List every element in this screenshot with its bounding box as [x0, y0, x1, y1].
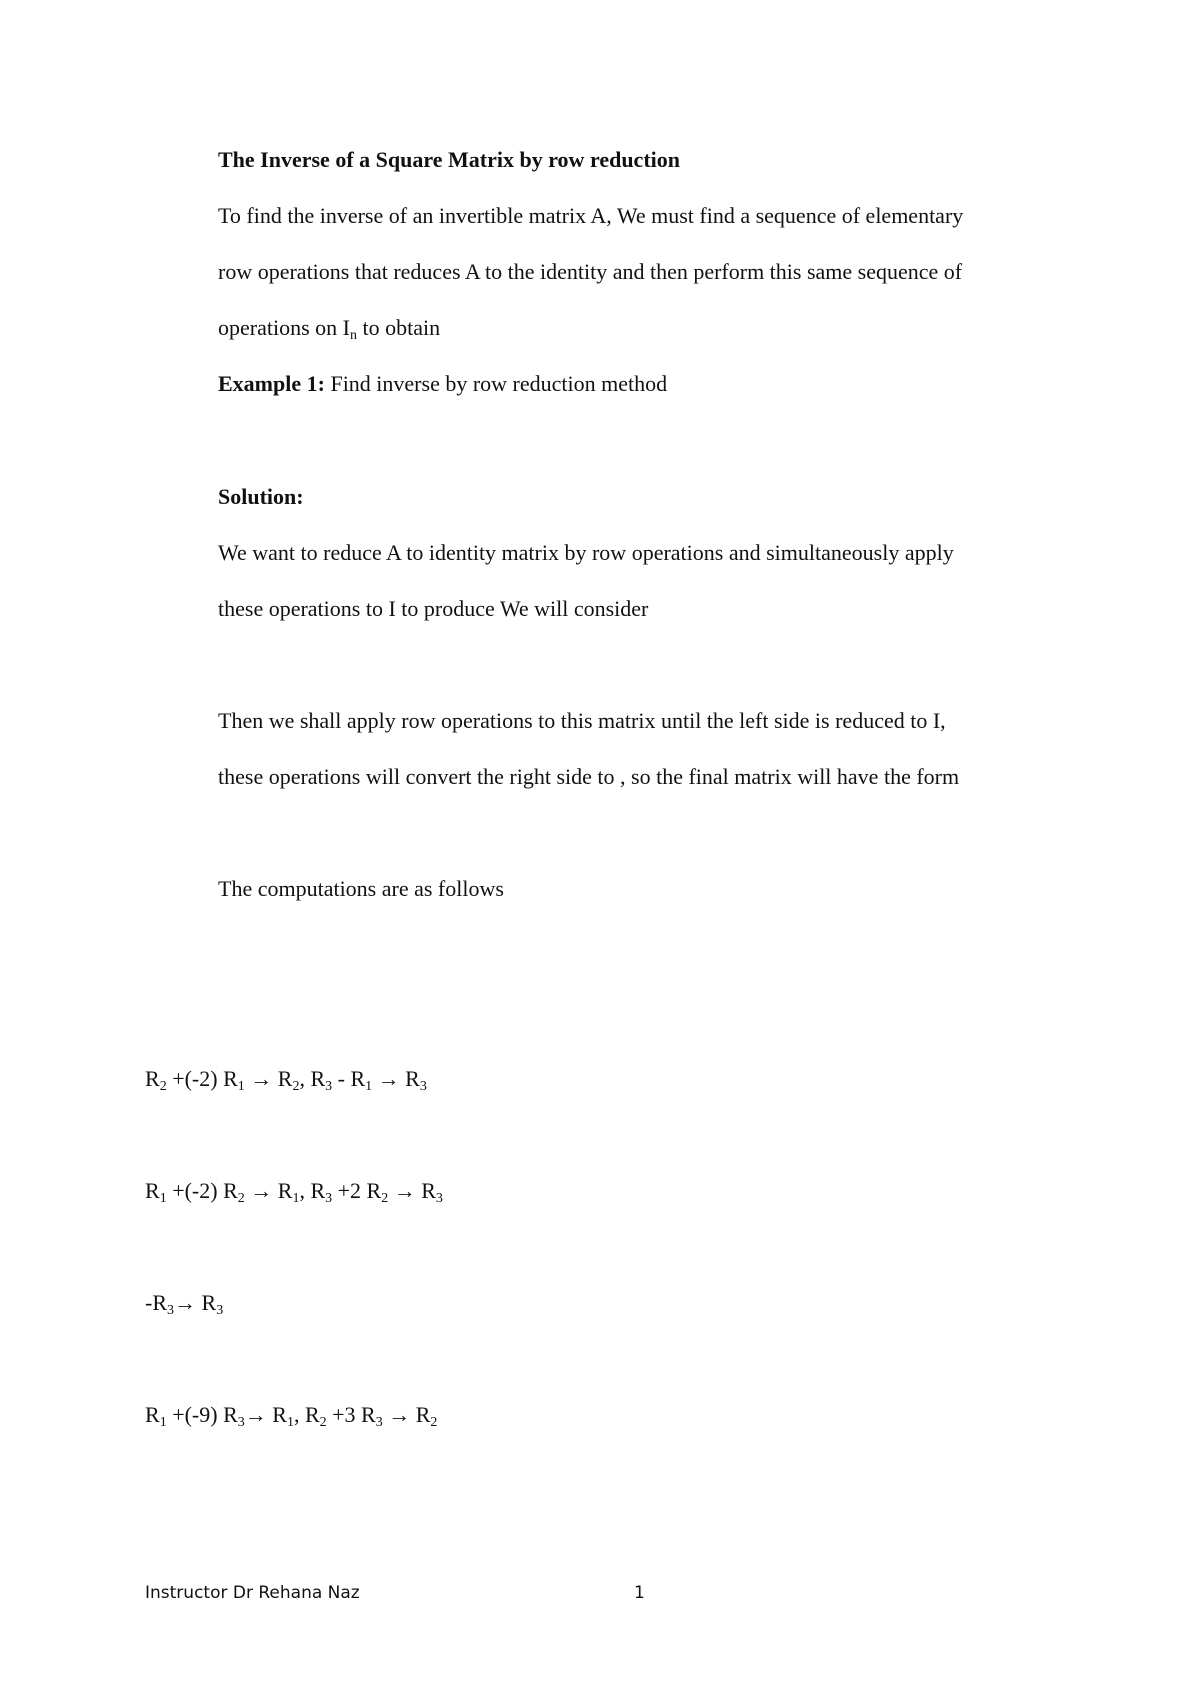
row-operation-text: , R	[299, 1066, 326, 1091]
row-operation-text: → R	[174, 1290, 217, 1315]
row-operation-text: R	[145, 1178, 160, 1203]
intro-line-1: To find the inverse of an invertible matrix A, We must find a sequence of elementary	[218, 203, 964, 228]
row-operation-text: → R	[244, 1066, 293, 1091]
row-operation	[145, 1065, 427, 1093]
footer-instructor: Instructor Dr Rehana Naz	[145, 1583, 360, 1603]
row-operation	[145, 1177, 443, 1205]
row-operation-subscript: 3	[325, 1079, 333, 1094]
solution-line-2: these operations to I to produce We will consider	[218, 596, 649, 621]
row-operation-text: → R	[388, 1178, 436, 1203]
row-operation-subscript: 3	[167, 1303, 174, 1318]
row-operation-subscript: 3	[435, 1191, 443, 1206]
row-operation-subscript: 2	[319, 1415, 327, 1430]
row-operation-text: -R	[145, 1290, 167, 1315]
row-operation-text: → R	[244, 1402, 287, 1427]
solution-line-3: Then we shall apply row operations to this matrix until the left side is reduced to I,	[218, 708, 946, 733]
row-operation-text: → R	[372, 1066, 420, 1091]
row-operation-subscript: 2	[381, 1191, 389, 1206]
footer-page-number: 1	[634, 1583, 645, 1603]
row-operation-subscript: 3	[237, 1415, 245, 1430]
example-text: Find inverse by row reduction method	[324, 371, 668, 396]
row-operation-subscript: 1	[286, 1415, 294, 1430]
row-operation-subscript: 3	[419, 1079, 427, 1094]
row-operation-text: → R	[382, 1402, 431, 1427]
row-operation-subscript: 2	[237, 1191, 245, 1206]
row-operation-text: +(-9) R	[166, 1402, 238, 1427]
row-operation-text: R	[145, 1402, 160, 1427]
solution-label: Solution:	[218, 484, 304, 509]
solution-line-4: these operations will convert the right side to , so the final matrix will have the form	[218, 764, 960, 789]
row-operation-text: R	[145, 1066, 160, 1091]
row-operation-subscript: 2	[430, 1415, 438, 1430]
row-operation-text: +(-2) R	[166, 1066, 238, 1091]
intro-line-2: row operations that reduces A to the identity and then perform this same sequence of	[218, 259, 963, 284]
row-operation-text: +(-2) R	[166, 1178, 238, 1203]
row-operation-subscript: 3	[216, 1303, 224, 1318]
row-operation-text: - R	[332, 1066, 366, 1091]
row-operation	[145, 1289, 223, 1317]
intro-line-3-rest: to obtain	[356, 315, 441, 340]
row-operation-text: +2 R	[332, 1178, 382, 1203]
row-operation-subscript: 1	[159, 1191, 167, 1206]
solution-line-5: The computations are as follows	[218, 876, 504, 901]
row-operation-subscript: 1	[237, 1079, 245, 1094]
intro-line-3	[218, 314, 440, 342]
row-operation-subscript: 1	[365, 1079, 373, 1094]
row-operation-subscript: 3	[325, 1191, 333, 1206]
row-operation-subscript: 2	[159, 1079, 167, 1094]
row-operation-text: , R	[299, 1178, 326, 1203]
row-operation-subscript: 3	[375, 1415, 383, 1430]
example-heading	[218, 370, 667, 398]
row-operation-text: → R	[244, 1178, 293, 1203]
row-operation-subscript: 1	[159, 1415, 167, 1430]
row-operation-text: , R	[293, 1402, 320, 1427]
row-operation-subscript: 2	[292, 1079, 300, 1094]
solution-line-1: We want to reduce A to identity matrix by row operations and simultaneously apply	[218, 540, 954, 565]
example-label: Example 1:	[218, 371, 325, 396]
row-operation-subscript: 1	[292, 1191, 300, 1206]
intro-line-3-text: operations on I	[218, 315, 350, 340]
row-operation-text: +3 R	[326, 1402, 376, 1427]
intro-line-3-subscript: n	[349, 328, 357, 343]
row-operation	[145, 1401, 437, 1429]
document-title: The Inverse of a Square Matrix by row reduction	[218, 147, 680, 172]
